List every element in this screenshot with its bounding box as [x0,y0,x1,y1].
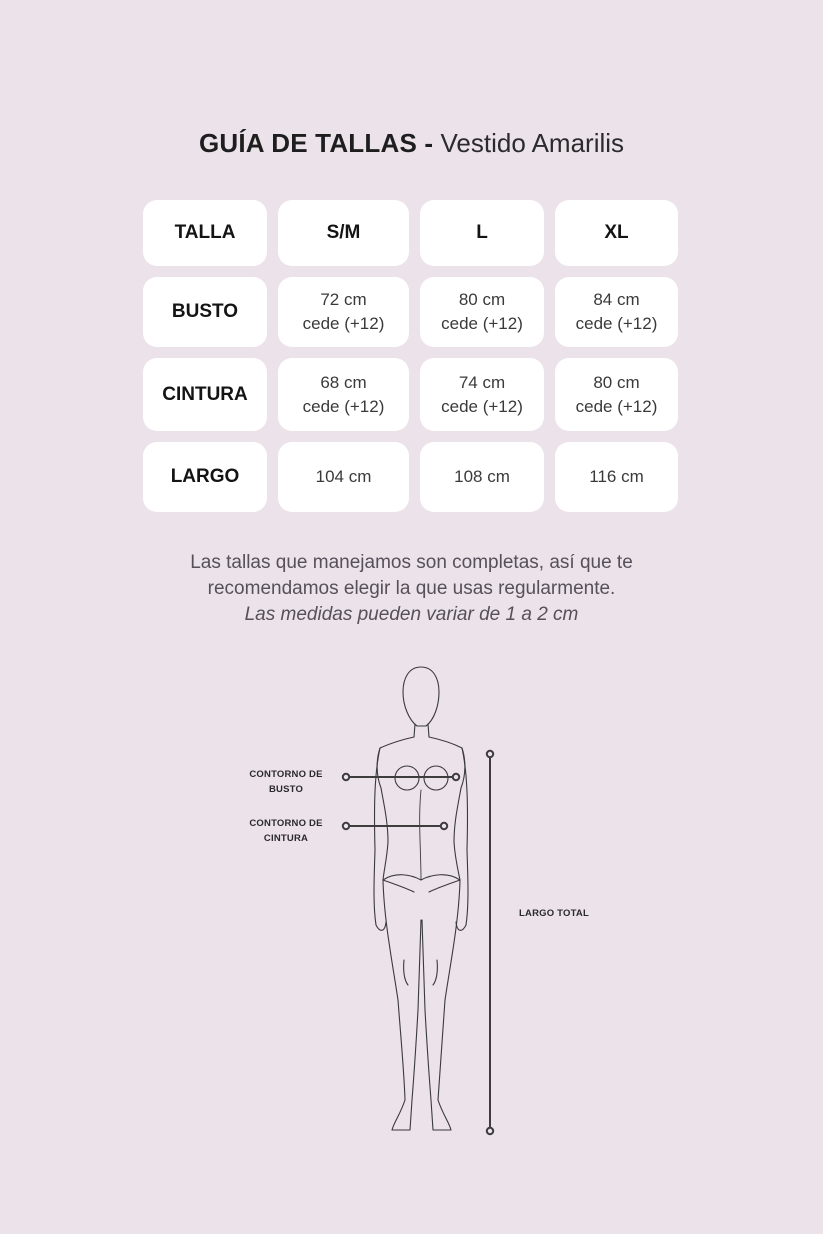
cell-value: 104 cm [315,467,372,486]
title-bold: GUÍA DE TALLAS - [198,128,434,158]
mannequin-outline [374,667,468,1130]
cell-value: 74 cm [458,372,506,392]
length-label: LARGO TOTAL [519,908,589,919]
cell-note: cede (+12) [302,314,385,333]
cell-note: cede (+12) [441,314,523,333]
note-line-1: Las tallas que manejamos son completas, así que te [190,552,633,573]
bust-label [236,767,336,797]
header-xl: XL [555,200,678,266]
length-measure-line [487,751,493,1134]
waist-label-line-1: CONTORNO DE [249,818,323,829]
row-label-busto: BUSTO [143,277,267,347]
bust-measure-line [343,774,459,780]
note-line-2: recomendamos elegir la que usas regularmente. [207,578,616,599]
waist-measure-line [343,823,447,829]
bust-label-line-1: CONTORNO DE [249,769,323,780]
row-label-cintura: CINTURA [143,358,267,431]
cell-note: cede (+12) [575,396,658,416]
cell-value: 108 cm [454,467,510,486]
cell-value: 116 cm [589,467,644,486]
row-label-largo: LARGO [143,442,267,512]
cell-value: 84 cm [593,290,640,309]
header-sm: S/M [278,200,409,266]
cell-note: cede (+12) [441,396,523,416]
cell-note: cede (+12) [302,396,385,416]
waist-label [236,816,336,846]
bust-label-line-2: BUSTO [268,784,304,795]
waist-label-line-2: CINTURA [263,833,309,844]
note-disclaimer: Las medidas pueden variar de 1 a 2 cm [244,604,579,625]
header-l: L [420,200,544,266]
header-talla: TALLA [143,200,267,266]
cell-note: cede (+12) [575,314,658,333]
cell-value: 80 cm [593,372,640,392]
cell-value: 68 cm [320,372,367,392]
cell-value: 80 cm [458,290,506,309]
cell-value: 72 cm [320,290,367,309]
title-product: Vestido Amarilis [440,128,625,158]
